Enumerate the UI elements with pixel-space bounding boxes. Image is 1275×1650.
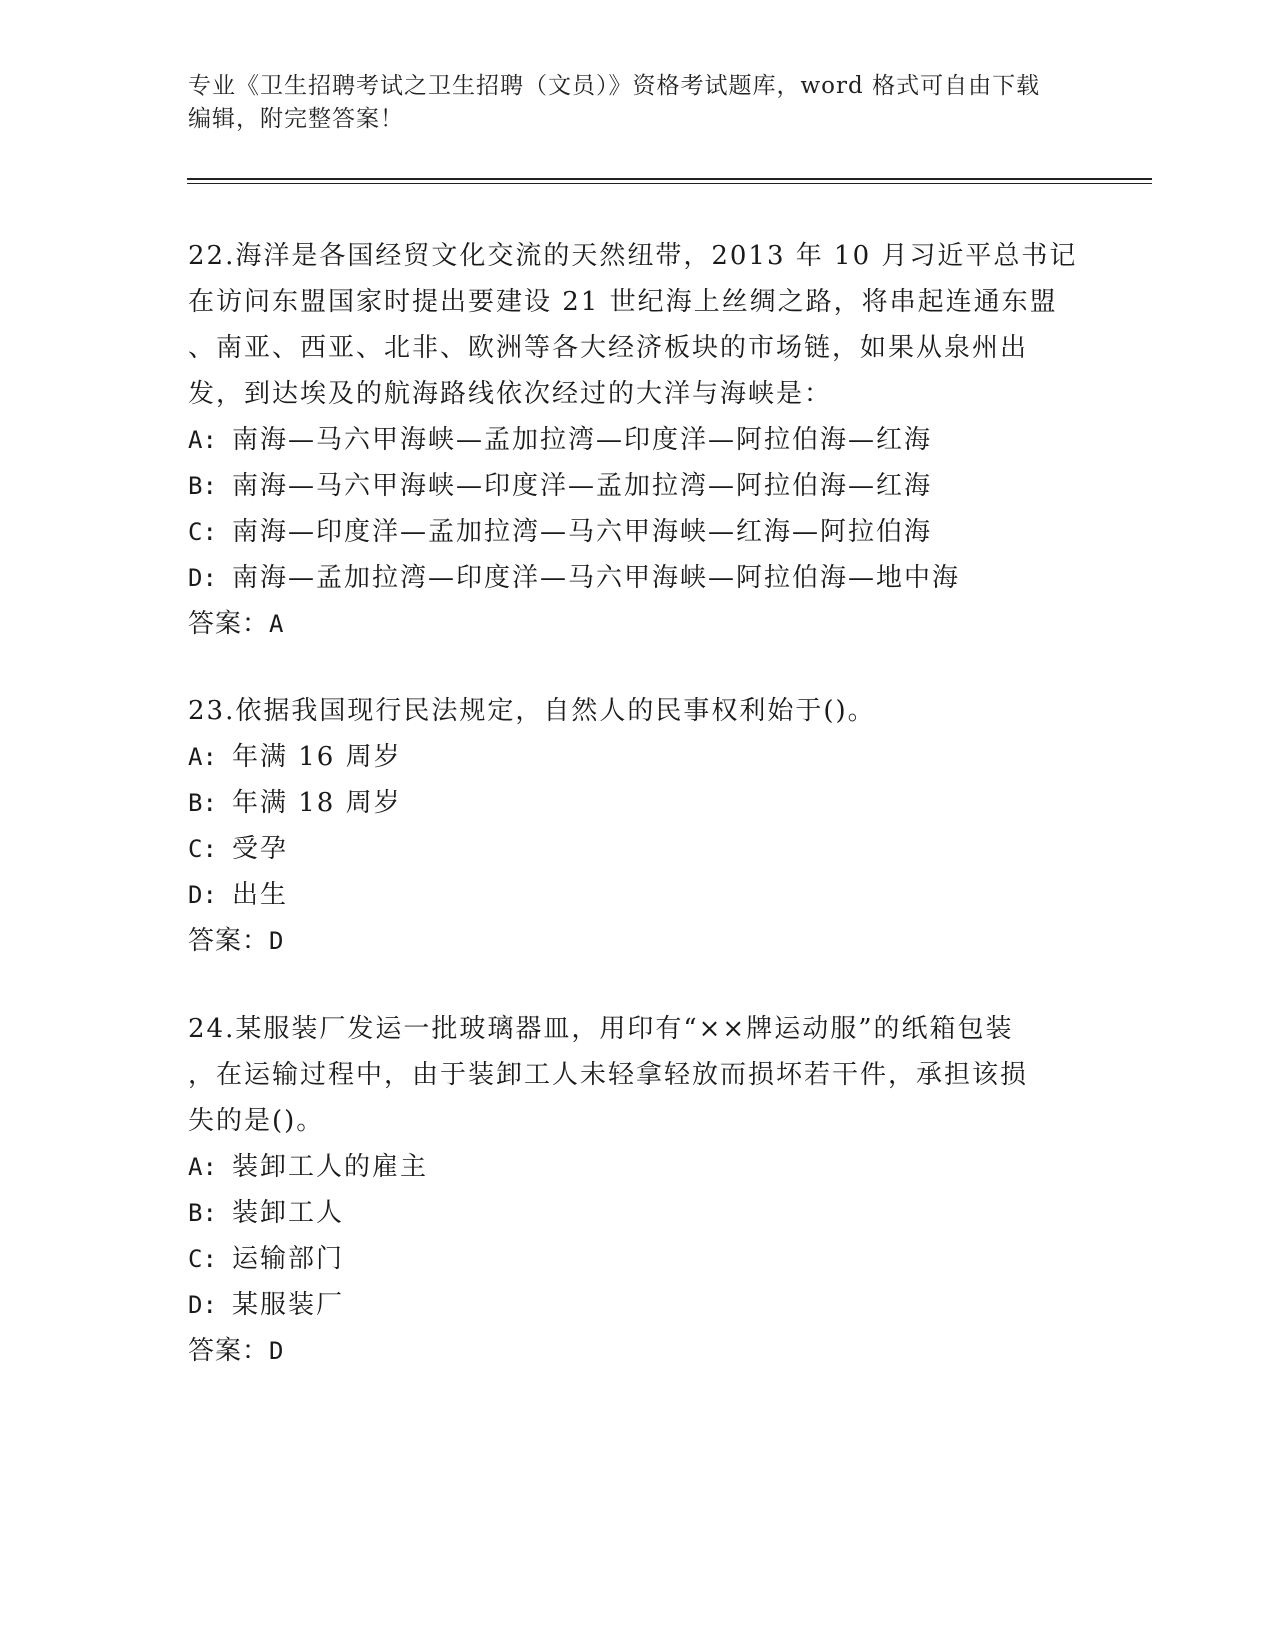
question-stem-line: 在访问东盟国家时提出要建设 21 世纪海上丝绸之路，将串起连通东盟 bbox=[188, 287, 1058, 317]
question-24 bbox=[188, 1006, 1088, 1374]
option-letter: C: bbox=[188, 1245, 217, 1273]
question-stem-line: 23.依据我国现行民法规定，自然人的民事权利始于()。 bbox=[188, 696, 876, 726]
option-letter: C: bbox=[188, 518, 217, 546]
answer-line bbox=[188, 1328, 1088, 1374]
option-text: 装卸工人的雇主 bbox=[232, 1152, 429, 1182]
answer-value: A bbox=[269, 610, 285, 638]
answer-label: 答案： bbox=[188, 609, 270, 639]
option-letter: B: bbox=[188, 789, 217, 817]
option-letter: A: bbox=[188, 743, 217, 771]
option-a bbox=[188, 734, 1088, 780]
answer-label: 答案： bbox=[188, 926, 270, 956]
option-text: 出生 bbox=[232, 880, 289, 910]
option-b bbox=[188, 463, 1088, 509]
option-a bbox=[188, 417, 1088, 463]
answer-value: D bbox=[269, 1337, 285, 1365]
header-divider-thick bbox=[187, 178, 1152, 180]
option-d bbox=[188, 1282, 1088, 1328]
option-letter: A: bbox=[188, 426, 217, 454]
option-text: 南海—马六甲海峡—印度洋—孟加拉湾—阿拉伯海—红海 bbox=[232, 471, 933, 501]
header-divider-thin bbox=[187, 183, 1152, 184]
option-text: 装卸工人 bbox=[232, 1198, 345, 1228]
question-stem-line: 发，到达埃及的航海路线依次经过的大洋与海峡是： bbox=[188, 379, 833, 409]
answer-value: D bbox=[269, 927, 285, 955]
option-b bbox=[188, 780, 1088, 826]
option-text: 南海—马六甲海峡—孟加拉湾—印度洋—阿拉伯海—红海 bbox=[232, 425, 933, 455]
option-text: 年满 18 周岁 bbox=[232, 788, 402, 818]
option-text: 受孕 bbox=[232, 834, 289, 864]
option-text: 年满 16 周岁 bbox=[232, 742, 402, 772]
answer-label: 答案： bbox=[188, 1336, 270, 1366]
question-stem-line: 24.某服装厂发运一批玻璃器皿，用印有“××牌运动服”的纸箱包装 bbox=[188, 1014, 1014, 1044]
answer-line bbox=[188, 601, 1088, 647]
question-22 bbox=[188, 233, 1088, 647]
option-letter: D: bbox=[188, 564, 217, 592]
option-text: 某服装厂 bbox=[232, 1290, 345, 1320]
document-header bbox=[188, 70, 1088, 136]
option-a bbox=[188, 1144, 1088, 1190]
header-line-2: 编辑，附完整答案！ bbox=[188, 106, 404, 132]
option-d bbox=[188, 555, 1088, 601]
option-letter: B: bbox=[188, 1199, 217, 1227]
option-letter: C: bbox=[188, 835, 217, 863]
option-d bbox=[188, 872, 1088, 918]
option-letter: D: bbox=[188, 1291, 217, 1319]
header-line-1: 专业《卫生招聘考试之卫生招聘（文员）》资格考试题库，word 格式可自由下载 bbox=[188, 73, 1041, 99]
option-c bbox=[188, 509, 1088, 555]
question-23 bbox=[188, 688, 1088, 964]
option-text: 南海—印度洋—孟加拉湾—马六甲海峡—红海—阿拉伯海 bbox=[232, 517, 933, 547]
answer-line bbox=[188, 918, 1088, 964]
question-stem-line: 22.海洋是各国经贸文化交流的天然纽带，2013 年 10 月习近平总书记 bbox=[188, 241, 1078, 271]
option-c bbox=[188, 826, 1088, 872]
question-stem-line: ，在运输过程中，由于装卸工人未轻拿轻放而损坏若干件，承担该损 bbox=[188, 1060, 1029, 1090]
option-letter: A: bbox=[188, 1153, 217, 1181]
option-letter: D: bbox=[188, 881, 217, 909]
option-c bbox=[188, 1236, 1088, 1282]
question-stem-line: 失的是()。 bbox=[188, 1106, 325, 1136]
option-letter: B: bbox=[188, 472, 217, 500]
question-stem-line: 、南亚、西亚、北非、欧洲等各大经济板块的市场链，如果从泉州出 bbox=[188, 333, 1029, 363]
option-text: 运输部门 bbox=[232, 1244, 345, 1274]
option-text: 南海—孟加拉湾—印度洋—马六甲海峡—阿拉伯海—地中海 bbox=[232, 563, 961, 593]
option-b bbox=[188, 1190, 1088, 1236]
